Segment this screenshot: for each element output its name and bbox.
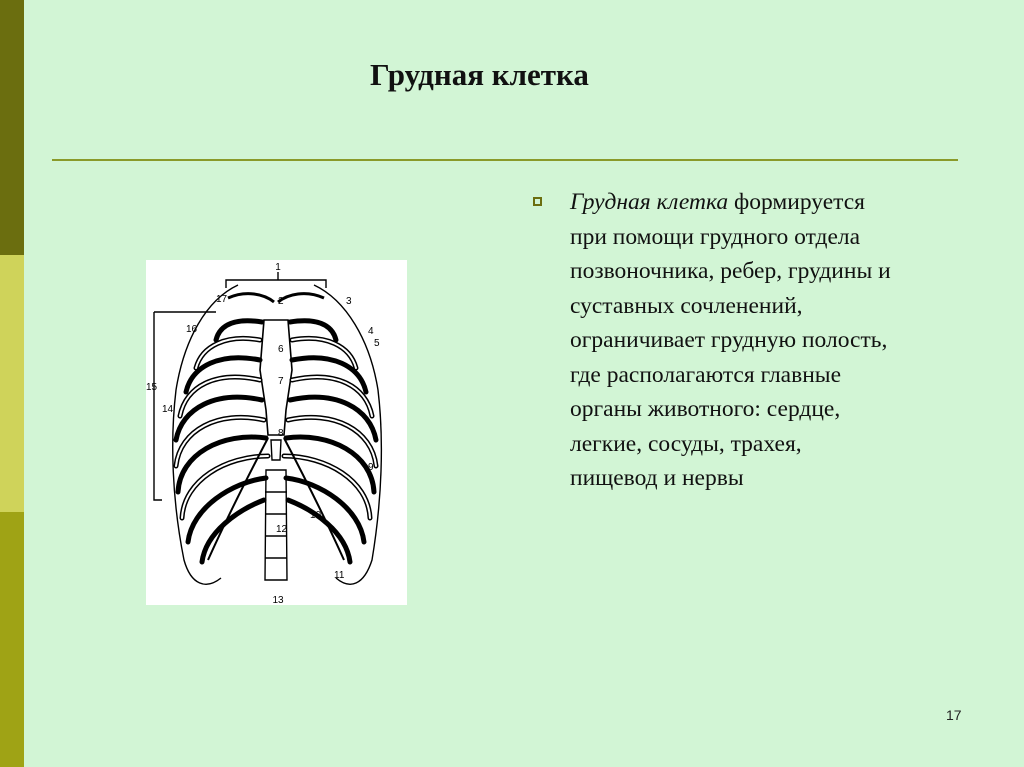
figure-label: 8 [278, 428, 284, 439]
side-strip-light [0, 255, 24, 512]
bullet-line: ограничивает грудную полость, [570, 327, 888, 353]
figure-label: 5 [374, 338, 380, 349]
bullet-line-1-rest: формируется [728, 189, 865, 215]
title-divider [52, 159, 958, 161]
figure-label: 16 [186, 324, 198, 335]
figure-label: 2 [278, 296, 284, 307]
bullet-line: пищевод и нервы [570, 465, 744, 491]
slide-title: Грудная клетка [370, 57, 589, 92]
bullet-line-1 [570, 185, 980, 220]
bullet-line: при помощи грудного отдела [570, 223, 861, 250]
rib-cage-drawing [146, 260, 407, 605]
side-strip-mid [0, 512, 24, 767]
bullet-line: где располагаются главные [570, 361, 841, 388]
figure-label: 12 [276, 524, 288, 535]
figure-label: 14 [162, 404, 174, 415]
figure-label: 1 [275, 262, 281, 273]
figure-label: 9 [368, 462, 374, 473]
bullet-italic-term: Грудная клетка [570, 189, 729, 215]
figure-label: 17 [216, 294, 228, 305]
bullet-line: органы животного: сердце, [570, 396, 841, 422]
page-number: 17 [946, 707, 962, 723]
figure-label: 13 [272, 595, 284, 605]
bullet-text [570, 185, 980, 496]
bullet-line: легкие, сосуды, трахея, [570, 430, 802, 457]
bullet-line: суставных сочленений, [570, 292, 803, 319]
figure-label: 4 [368, 326, 374, 337]
figure-label: 15 [146, 382, 158, 393]
bullet-line: позвоночника, ребер, грудины и [570, 258, 891, 284]
square-bullet-icon [533, 197, 542, 206]
figure-label: 6 [278, 344, 284, 355]
figure-label: 10 [310, 510, 322, 521]
rib-cage-illustration [146, 260, 407, 605]
figure-label: 7 [278, 376, 284, 387]
figure-label: 3 [346, 296, 352, 307]
figure-label: 11 [334, 570, 345, 581]
side-strip-dark [0, 0, 24, 255]
